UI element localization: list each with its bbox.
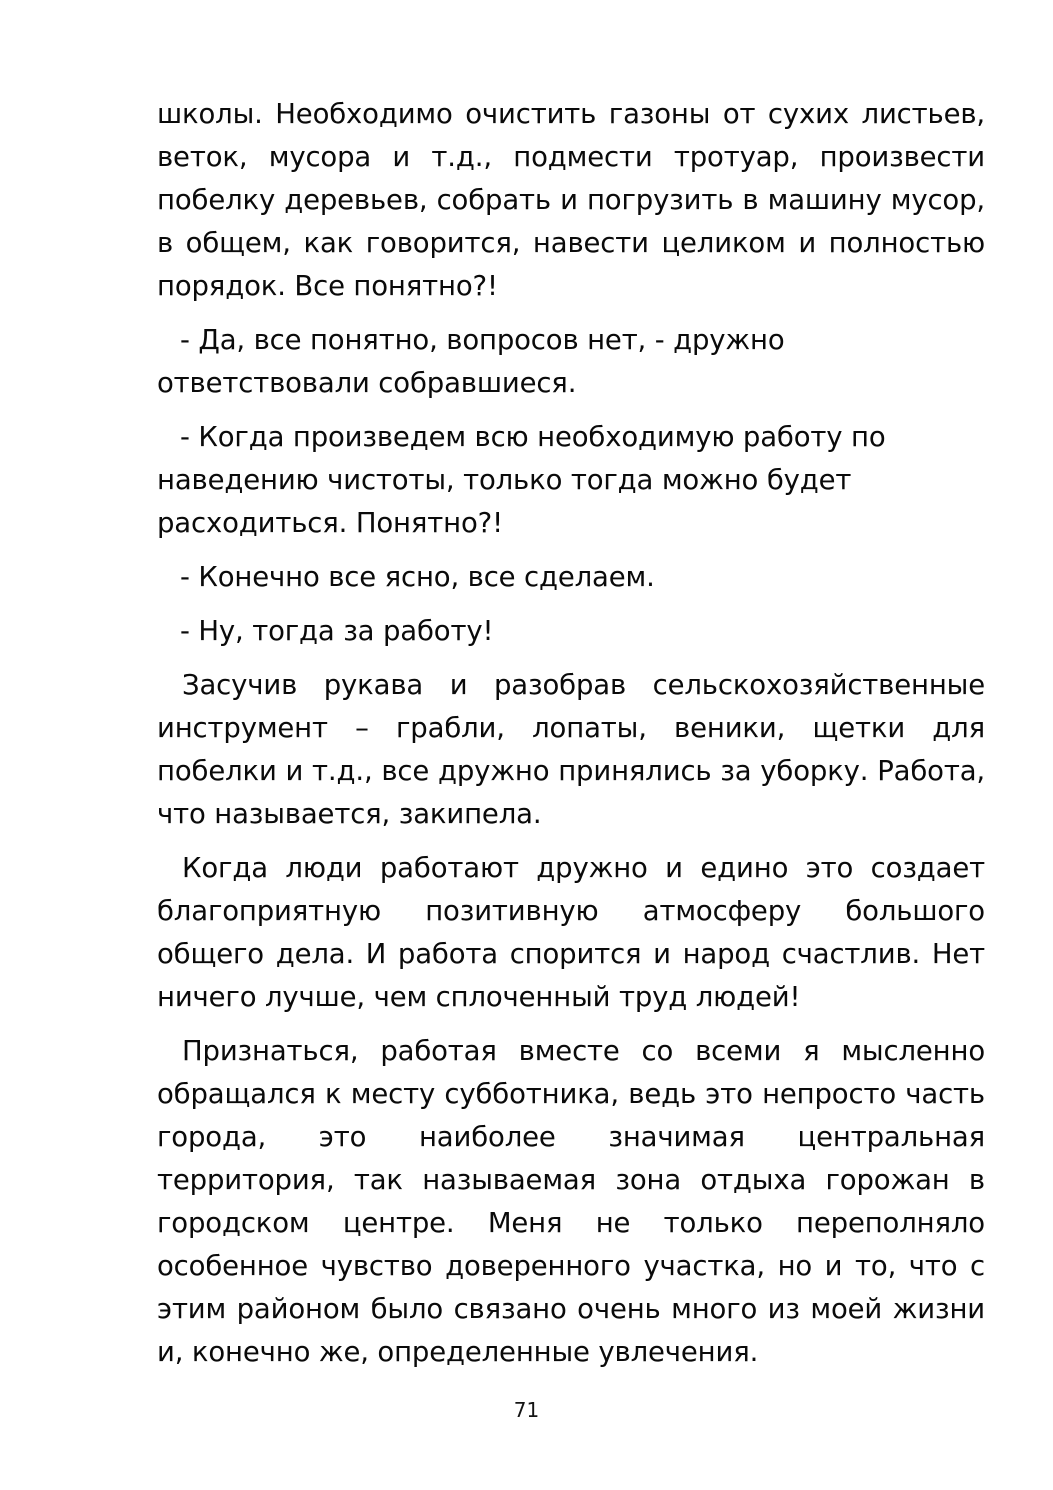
paragraph-continued: школы. Необходимо очистить газоны от сухих листьев, веток, мусора и т.д., подмести тротуар, произвести побелку деревьев, собрать и погрузить в машину мусор, в общем, как говорится, навести целиком и полностью порядок. Все понятно?! (157, 98, 985, 302)
paragraph-tools: Засучив рукава и разобрав сельскохозяйственные инструмент – грабли, лопаты, веники, щетки для побелки и т.д., все дружно принялись за уборку. Работа, что называется, закипела. (157, 669, 985, 830)
paragraph-dialogue-start-work: - Ну, тогда за работу! (180, 615, 494, 647)
body-text-column (157, 93, 985, 1374)
paragraph-dialogue-reply: - Да, все понятно, вопросов нет, - дружно ответствовали собравшиеся. (157, 324, 785, 399)
paragraph-dialogue-agreement: - Конечно все ясно, все сделаем. (180, 561, 655, 593)
paragraph-dialogue-instruction: - Когда произведем всю необходимую работу по наведению чистоты, только тогда можно будет расходиться. Понятно?! (157, 421, 886, 539)
page-number: 71 (513, 1398, 540, 1422)
paragraph-reflection: Признаться, работая вместе со всеми я мысленно обращался к месту субботника, ведь это непросто часть города, это наиболее значимая центральная территория, так называемая зона отдыха горожан в городском центре. Меня не только переполняло особенное чувство доверенного участка, но и то, что с этим районом было связано очень много из моей жизни и, конечно же, определенные увлечения. (157, 1035, 985, 1368)
paragraph-teamwork: Когда люди работают дружно и едино это создает благоприятную позитивную атмосферу большого общего дела. И работа спорится и народ счастлив. Нет ничего лучше, чем сплоченный труд людей! (157, 852, 985, 1013)
